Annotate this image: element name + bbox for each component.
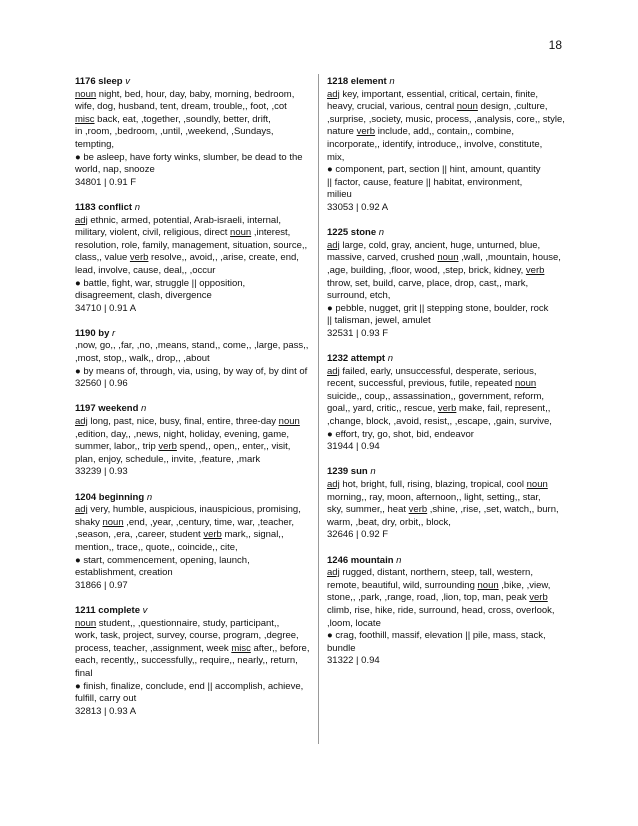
entry-line: tempting, <box>75 138 115 150</box>
entry-line: suicide,, coup,, assassination,, government, reform, <box>327 390 545 402</box>
entry-pos: n <box>141 403 147 415</box>
entry-line: ,surprise, ,society, music, process, ,analysis, core,, style, <box>327 113 565 125</box>
entry-line: || talisman, jewel, amulet <box>327 315 431 327</box>
entry-word: by <box>98 327 110 339</box>
entry-rank: 1218 <box>327 76 349 87</box>
entry-line: adj very, humble, auspicious, inauspicious, promising, <box>75 504 301 516</box>
entry-word: stone <box>350 227 377 239</box>
entry-rank: 1183 <box>75 201 96 213</box>
entry-line: ● effort, try, go, shot, bid, endeavor <box>327 428 474 440</box>
entry-line: remote, beautiful, wild, surrounding noun ,bike, ,view, <box>327 579 551 591</box>
entry-headword <box>327 227 565 240</box>
entry-line: each, recently,, successfully,, require,, nearly,, return, <box>75 655 298 667</box>
entry-line: milieu <box>327 189 352 201</box>
pos-marker: verb <box>529 592 548 604</box>
pos-marker: noun <box>515 378 537 390</box>
entry-line: adj ethnic, armed, potential, Arab-israeli, internal, <box>75 214 281 226</box>
pos-marker: adj <box>327 479 340 490</box>
entry-line: ,age, building, ,floor, wood, ,step, brick, kidney, verb <box>327 264 545 276</box>
entry-line: incorporate,, identify, introduce,, involve, constitute, <box>327 138 543 150</box>
pos-marker: misc <box>75 113 95 125</box>
entry-word: conflict <box>98 201 133 213</box>
entry-line: climb, rise, hike, ride, surround, head, cross, overlook, <box>327 604 555 616</box>
pos-marker: noun <box>75 88 97 100</box>
entry-line: noun night, bed, hour, day, baby, morning, bedroom, <box>75 88 295 100</box>
entry-line: mix, <box>327 151 345 163</box>
entry-rank: 1176 <box>75 76 96 87</box>
entry-line: ● crag, foothill, massif, elevation || pile, mass, stack, <box>327 630 546 642</box>
entry-line: massive, carved, crushed noun ,wall, ,mountain, house, <box>327 252 561 264</box>
entry-headword <box>75 328 309 341</box>
entry-line: ● by means of, through, via, using, by way of, by dint of <box>75 365 308 377</box>
column-divider <box>318 74 319 744</box>
entry-line: misc back, eat, ,together, ,soundly, better, drift, <box>75 113 271 125</box>
entry-line: 32560 | 0.96 <box>75 378 128 390</box>
dictionary-entry <box>327 555 565 668</box>
dictionary-entry <box>75 202 309 315</box>
entry-word: sleep <box>98 76 123 87</box>
entry-word: complete <box>98 604 140 616</box>
pos-marker: adj <box>327 365 340 377</box>
entry-word: attempt <box>350 353 386 365</box>
entry-line: goal,, yard, critic,, rescue, verb make, fail, represent,, <box>327 403 551 415</box>
entry-line: fulfill, carry out <box>75 693 137 705</box>
entry-line: 32531 | 0.93 F <box>327 327 389 339</box>
entry-pos: r <box>112 327 116 339</box>
entry-headword <box>75 76 309 89</box>
pos-marker: verb <box>437 403 457 415</box>
entry-rank: 1204 <box>75 491 97 503</box>
entry-rank: 1225 <box>327 227 349 239</box>
entry-line: ,loom, locate <box>327 617 381 629</box>
right-column <box>327 76 565 681</box>
entry-line: establishment, creation <box>75 567 173 579</box>
entry-line: process, teacher, ,assignment, week misc after,, before, <box>75 642 310 654</box>
entry-line: ● battle, fight, war, struggle || opposition, <box>75 277 246 289</box>
entry-line: 32813 | 0.93 A <box>75 705 137 717</box>
entry-pos: n <box>146 491 153 503</box>
entry-line: plan, enjoy, schedule,, invite, ,feature, ,mark <box>75 453 261 465</box>
pos-marker: adj <box>327 88 340 100</box>
dictionary-entry <box>327 227 565 340</box>
entry-line: recent, successful, previous, futile, repeated noun <box>327 378 537 390</box>
entry-headword <box>75 403 309 416</box>
entry-line: ● start, commencement, opening, launch, <box>75 554 250 566</box>
entry-line: throw, set, build, carve, place, drop, cast,, mark, <box>327 277 529 289</box>
entry-line: ,change, block, ,avoid, resist,, ,escape, ,gain, survive, <box>327 416 552 428</box>
entry-line: 34801 | 0.91 F <box>75 176 137 188</box>
entry-headword <box>327 555 565 568</box>
entry-line: stone,, ,park, ,range, road, ,lion, top, man, peak verb <box>327 592 548 604</box>
entry-line: mention,, trace,, quote,, coincide,, cite, <box>75 541 238 553</box>
entry-line: ● be asleep, have forty winks, slumber, be dead to the <box>75 151 303 163</box>
entry-line: adj long, past, nice, busy, final, entire, three-day noun <box>75 416 300 428</box>
pos-marker: noun <box>437 252 459 264</box>
entry-line: in ,room, ,bedroom, ,until, ,weekend, ,Sundays, <box>75 126 274 138</box>
entry-rank: 1197 <box>75 403 96 415</box>
entry-line: ,most, stop,, walk,, drop,, ,about <box>75 353 210 365</box>
pos-marker: misc <box>231 642 251 654</box>
pos-marker: noun <box>102 516 124 528</box>
entry-line: military, violent, civil, religious, direct noun ,interest, <box>75 227 291 239</box>
pos-marker: verb <box>408 504 428 516</box>
entry-line: 31866 | 0.97 <box>75 579 128 591</box>
pos-marker: adj <box>327 239 340 251</box>
dictionary-entry <box>75 403 309 479</box>
entry-headword <box>327 466 565 479</box>
entry-line: disagreement, clash, divergence <box>75 290 212 302</box>
entry-line: adj failed, early, unsuccessful, desperate, serious, <box>327 365 537 377</box>
entry-line: 34710 | 0.91 A <box>75 302 137 314</box>
pos-marker: noun <box>230 227 252 239</box>
pos-marker: adj <box>327 567 340 579</box>
entry-line: ,edition, day,, ,news, night, holiday, evening, game, <box>75 428 290 440</box>
dictionary-entry <box>75 328 309 391</box>
entry-rank: 1190 <box>75 327 96 339</box>
pos-marker: noun <box>456 101 478 113</box>
entry-line: ● pebble, nugget, grit || stepping stone, boulder, rock <box>327 302 549 314</box>
pos-marker: adj <box>75 504 88 516</box>
entry-rank: 1232 <box>327 353 349 365</box>
entry-line: heavy, crucial, various, central noun design, ,culture, <box>327 101 548 113</box>
entry-line: noun student,, ,questionnaire, study, participant,, <box>75 617 280 629</box>
entry-line: class,, value verb resolve,, avoid,, ,arise, create, end, <box>75 252 299 264</box>
entry-line: final <box>75 667 93 679</box>
entry-line: summer, labor,, trip verb spend,, open,, enter,, visit, <box>75 441 291 453</box>
entry-headword <box>75 605 309 618</box>
entry-line: shaky noun ,end, ,year, ,century, time, war, ,teacher, <box>75 516 294 528</box>
dictionary-entry <box>327 466 565 542</box>
entry-word: element <box>350 76 387 87</box>
pos-marker: noun <box>75 617 97 629</box>
entry-line: world, nap, snooze <box>75 164 155 176</box>
entry-word: sun <box>350 466 368 478</box>
entry-line: adj key, important, essential, critical, certain, finite, <box>327 88 539 100</box>
entry-line: morning,, ray, moon, afternoon,, light, setting,, star, <box>327 491 541 503</box>
entry-line: || factor, cause, feature || habitat, environment, <box>327 176 523 188</box>
pos-marker: noun <box>526 479 548 490</box>
entry-headword <box>75 492 309 505</box>
pos-marker: verb <box>525 264 545 276</box>
entry-line: surround, etch, <box>327 290 391 302</box>
entry-word: weekend <box>98 403 139 415</box>
entry-rank: 1239 <box>327 466 349 478</box>
entry-rank: 1246 <box>327 554 349 566</box>
pos-marker: adj <box>75 214 88 226</box>
entry-word: mountain <box>350 554 394 566</box>
entry-headword <box>75 202 309 215</box>
entry-line: bundle <box>327 642 356 654</box>
entry-line: wife, dog, husband, tent, dream, trouble,, foot, ,cot <box>75 101 287 113</box>
entry-rank: 1211 <box>75 604 96 616</box>
entry-line: warm, ,beat, dry, orbit,, block, <box>327 516 451 528</box>
entry-line: 31944 | 0.94 <box>327 441 380 453</box>
entry-pos: v <box>125 76 130 87</box>
pos-marker: verb <box>129 252 149 264</box>
entry-pos: n <box>134 201 140 213</box>
pos-marker: noun <box>278 416 300 428</box>
pos-marker: adj <box>75 416 88 428</box>
dictionary-entry <box>75 76 309 189</box>
entry-line: ● finish, finalize, conclude, end || accomplish, achieve, <box>75 680 304 692</box>
entry-pos: n <box>396 554 402 566</box>
entry-line: ● component, part, section || hint, amount, quantity <box>327 164 541 176</box>
page-number: 18 <box>548 38 562 52</box>
entry-line: sky, summer,, heat verb ,shine, ,rise, ,set, watch,, burn, <box>327 504 559 516</box>
dictionary-entry <box>75 492 309 593</box>
entry-line: work, task, project, survey, course, program, ,degree, <box>75 630 299 642</box>
entry-line: nature verb include, add,, contain,, combine, <box>327 126 514 138</box>
pos-marker: noun <box>477 579 499 591</box>
dictionary-entry <box>327 353 565 454</box>
dictionary-entry <box>75 605 309 718</box>
entry-line: 32646 | 0.92 F <box>327 529 389 541</box>
entry-line: ,now, go,, ,far, ,no, ,means, stand,, come,, ,large, pass,, <box>75 340 309 352</box>
entry-line: 33239 | 0.93 <box>75 466 128 478</box>
left-column <box>75 76 309 731</box>
entry-line: resolution, role, family, management, situation, source,, <box>75 239 308 251</box>
entry-line: 33053 | 0.92 A <box>327 201 389 213</box>
entry-line: adj rugged, distant, northern, steep, tall, western, <box>327 567 533 579</box>
pos-marker: verb <box>158 441 177 453</box>
pos-marker: verb <box>203 529 222 541</box>
entry-word: beginning <box>98 491 145 503</box>
entry-line: adj large, cold, gray, ancient, huge, unturned, blue, <box>327 239 541 251</box>
entry-pos: n <box>389 76 395 87</box>
entry-pos: n <box>387 353 394 365</box>
entry-line: 31322 | 0.94 <box>327 655 380 667</box>
entry-pos: v <box>142 604 148 616</box>
entry-headword <box>327 76 565 89</box>
entry-line: adj hot, bright, full, rising, blazing, tropical, cool noun <box>327 479 548 490</box>
pos-marker: verb <box>356 126 376 138</box>
entry-pos: n <box>378 227 385 239</box>
entry-line: lead, involve, cause, deal,, ,occur <box>75 264 216 276</box>
dictionary-entry <box>327 76 565 215</box>
entry-pos: n <box>370 466 376 478</box>
entry-line: ,season, ,era, ,career, student verb mark,, signal,, <box>75 529 284 541</box>
entry-headword <box>327 353 565 366</box>
